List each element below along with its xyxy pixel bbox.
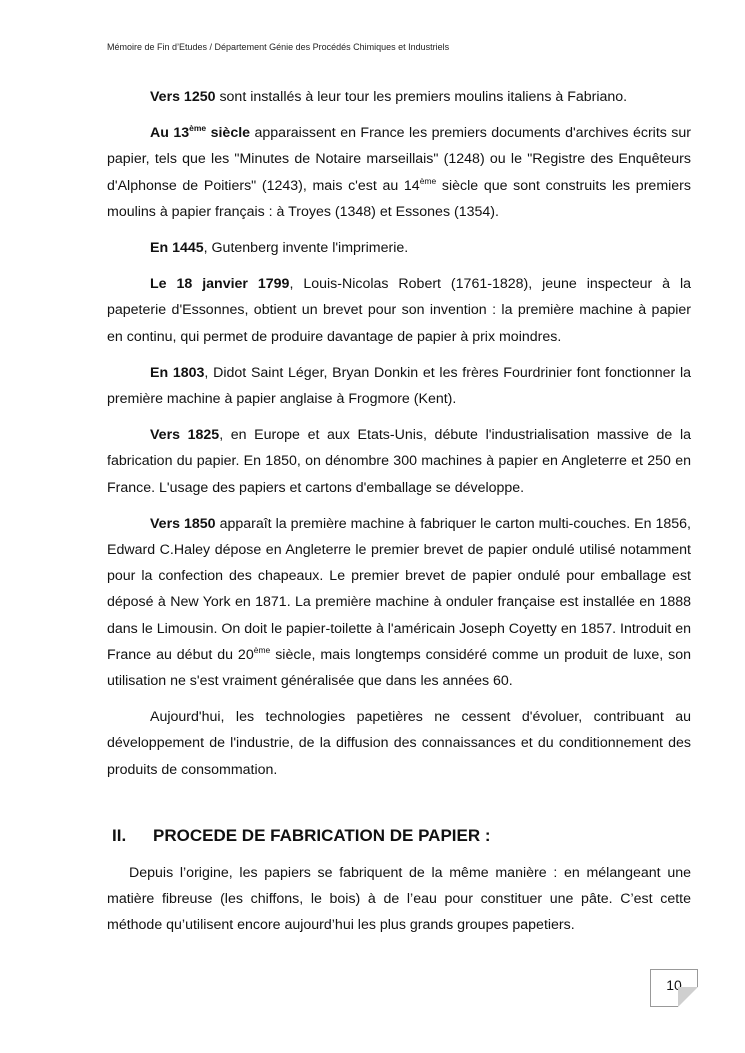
date-lead-text: Au 13: [150, 125, 190, 142]
paragraph-today: Aujourd'hui, les technologies papetières ne cessent d'évoluer, contribuant au développement de l'industrie, de la diffusion des connaissances et du conditionnement des produits de consommation.: [107, 709, 691, 778]
page-number: 10: [666, 977, 682, 993]
paragraph-text: , Louis-Nicolas Robert (1761-1828), jeune inspecteur à la papeterie d'Essonnes, obtient un brevet pour son invention : la première machine à papier en continu, qui permet de produire davantage de papier à prix moindres.: [107, 276, 692, 345]
paragraph-text: , Didot Saint Léger, Bryan Donkin et les frères Fourdrinier font fonctionner la première machine à papier anglaise à Frogmore (Kent).: [107, 364, 691, 408]
paragraph-text: , en Europe et aux Etats-Unis, débute l'industrialisation massive de la fabrication du papier. En 1850, on dénombre 300 machines à papier en Angleterre et 250 en France. L'usage des papiers et cartons d'emballage se développe.: [107, 427, 691, 496]
page-number-box: [650, 969, 698, 1007]
paragraph-1799: [107, 271, 691, 350]
paragraph-text: apparaît la première machine à fabriquer le carton multi-couches. En 1856, Edward C.Haley dépose en Angleterre le premier brevet de papier ondulé utilisé notamment pour la confection des chapeaux. Le premier brevet de papier ondulé pour emballage est déposé à New York en 1871. La première machine à onduler française est installée en 1888 dans le Limousin. On doit le papier-toilette à l'américain Joseph Coyetty en 1857. Introduit en France au début du 20: [107, 515, 691, 663]
date-lead: Vers 1850: [150, 515, 216, 532]
paragraph-1250: [107, 84, 691, 110]
section-number: II.: [112, 826, 127, 845]
section-heading: [112, 826, 491, 846]
superscript: ème: [419, 175, 437, 186]
paragraph-1825: [107, 422, 691, 501]
date-lead: Vers 1825: [150, 427, 220, 444]
page-fold-corner: [678, 987, 698, 1007]
superscript: ème: [189, 123, 207, 134]
section-title: PROCEDE DE FABRICATION DE PAPIER :: [153, 826, 491, 845]
date-lead: [150, 125, 250, 141]
superscript: ème: [253, 644, 271, 655]
date-lead: Vers 1250: [150, 89, 216, 105]
section-intro: Depuis l’origine, les papiers se fabriquent de la même manière : en mélangeant une matière fibreuse (les chiffons, le bois) à de l’eau pour constituer une pâte. C’est cette méthode qu’utilisent encore aujourd’hui les plus grands groupes papetiers.: [107, 865, 691, 934]
paragraph-text: apparaissent en France les premiers documents d'archives écrits sur papier, tels que les "Minutes de Notaire marseillais" (1248) ou le "Registre des Enquêteurs d'Alphonse de Poitiers" (1243), mais c'est au 14: [107, 125, 692, 194]
paragraph-text-cont: siècle, mais longtemps considéré comme un produit de luxe, son utilisation ne s'est vraiment généralisée que dans les années 60.: [107, 646, 691, 690]
paragraph-text-cont: siècle que sont construits les premiers moulins à papier français : à Troyes (1348) et Essones (1354).: [107, 177, 691, 220]
paragraph-1850: [107, 511, 691, 694]
date-lead-suffix: siècle: [206, 125, 251, 142]
paragraph-text: , Gutenberg invente l'imprimerie.: [203, 240, 409, 257]
paragraph-13th-century: [107, 120, 691, 225]
paragraph-text: sont installés à leur tour les premiers moulins italiens à Fabriano.: [215, 89, 628, 105]
page-header: Mémoire de Fin d’Etudes / Département Génie des Procédés Chimiques et Industriels: [107, 42, 450, 52]
date-lead: En 1445: [150, 240, 204, 257]
date-lead: En 1803: [150, 364, 205, 381]
paragraph-1445: [107, 235, 691, 261]
date-lead: Le 18 janvier 1799: [150, 276, 290, 293]
document-body: [107, 84, 691, 793]
paragraph-1803: [107, 360, 691, 412]
